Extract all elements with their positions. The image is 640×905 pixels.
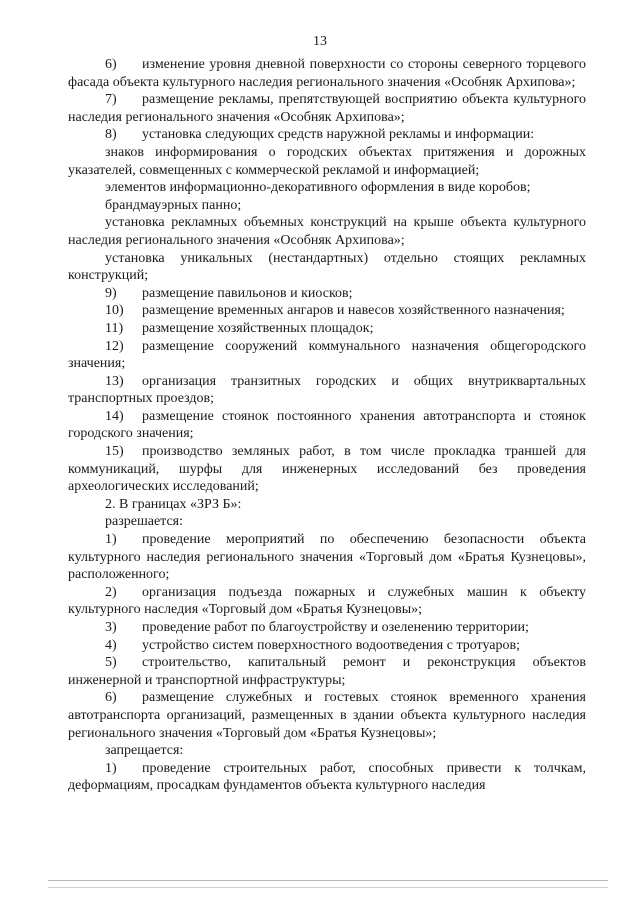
- paragraph: [68, 513, 586, 531]
- page-number: 13: [313, 34, 327, 49]
- paragraph-text: организация транзитных городских и общих внутриквартальных транспортных проездов;: [68, 373, 586, 407]
- paragraph-text: установка уникальных (нестандартных) отдельно стоящих рекламных конструкций;: [68, 250, 586, 284]
- document-body: [68, 56, 586, 795]
- paragraph-text: изменение уровня дневной поверхности со стороны северного торцевого фасада объекта культурного наследия регионального значения «Особняк Архипова»;: [68, 57, 586, 90]
- paragraph-text: строительство, капитальный ремонт и реконструкция объектов инженерной и транспортной инфраструктуры;: [68, 655, 586, 688]
- paragraph: [68, 760, 586, 795]
- paragraph: [68, 144, 586, 179]
- paragraph: [68, 637, 586, 655]
- item-number: 2): [105, 584, 117, 600]
- item-number: 15): [105, 444, 124, 460]
- item-number: 3): [105, 620, 117, 635]
- paragraph: [68, 91, 586, 126]
- paragraph: [68, 56, 586, 91]
- paragraph-text: знаков информирования о городских объектах притяжения и дорожных указателей, совмещенных с коммерческой рекламой и информацией;: [68, 144, 586, 178]
- item-number: 12): [105, 338, 124, 354]
- bottom-rule: [48, 880, 608, 881]
- paragraph-text: размещение временных ангаров и навесов хозяйственного назначения;: [142, 303, 565, 319]
- item-number: 9): [105, 285, 117, 301]
- paragraph: [68, 126, 586, 144]
- item-number: 5): [105, 655, 117, 671]
- paragraph: [68, 373, 586, 408]
- paragraph-text: проведение мероприятий по обеспечению безопасности объекта культурного наследия регионального значения «Торговый дом «Братья Кузнецовы», расположенного;: [68, 532, 586, 583]
- paragraph-text: 2. В границах «ЗРЗ Б»:: [105, 496, 242, 512]
- paragraph-text: проведение строительных работ, способных привести к толчкам, деформациям, просадкам фундаментов объекта культурного наследия: [68, 760, 586, 794]
- paragraph: [68, 496, 586, 514]
- paragraph: [68, 302, 586, 320]
- item-number: 1): [105, 760, 117, 776]
- paragraph-text: размещение павильонов и киосков;: [142, 285, 353, 301]
- paragraph-text: размещение служебных и гостевых стоянок временного хранения автотранспорта организаций, размещенных в здании объекта культурного наследия регионального значения «Торговый дом «Братья Кузнецовы»;: [68, 690, 586, 741]
- paragraph: [68, 584, 586, 619]
- paragraph-text: установка рекламных объемных конструкций на крыше объекта культурного наследия регионального значения «Особняк Архипова»;: [68, 215, 586, 248]
- paragraph-text: установка следующих средств наружной рекламы и информации:: [142, 127, 535, 143]
- paragraph-text: запрещается:: [105, 743, 184, 759]
- paragraph: [68, 443, 586, 496]
- paragraph: [68, 338, 586, 373]
- paragraph: [68, 214, 586, 249]
- paragraph-text: устройство систем поверхностного водоотведения с тротуаров;: [142, 637, 521, 653]
- paragraph-text: разрешается:: [105, 514, 183, 530]
- paragraph-text: организация подъезда пожарных и служебных машин к объекту культурного наследия «Торговый дом «Братья Кузнецовы»;: [68, 584, 586, 618]
- bottom-rule-secondary: [48, 887, 608, 888]
- item-number: 10): [105, 303, 124, 319]
- paragraph: [68, 408, 586, 443]
- item-number: 7): [105, 92, 117, 108]
- paragraph: [68, 619, 586, 637]
- paragraph: [68, 689, 586, 742]
- item-number: 4): [105, 637, 117, 653]
- paragraph-text: проведение работ по благоустройству и озеленению территории;: [142, 620, 529, 635]
- item-number: 6): [105, 57, 117, 72]
- item-number: 11): [105, 320, 124, 336]
- paragraph-text: размещение рекламы, препятствующей восприятию объекта культурного наследия регионального значения «Особняк Архипова»;: [68, 92, 586, 125]
- item-number: 13): [105, 373, 124, 389]
- paragraph: [68, 531, 586, 584]
- paragraph-text: производство земляных работ, в том числе прокладка траншей для коммуникаций, шурфы для инженерных исследований без проведения археологических исследований;: [68, 444, 586, 495]
- paragraph: [68, 179, 586, 197]
- item-number: 14): [105, 408, 124, 424]
- item-number: 1): [105, 532, 117, 548]
- paragraph-text: размещение сооружений коммунального назначения общегородского значения;: [68, 338, 586, 372]
- paragraph-text: размещение хозяйственных площадок;: [142, 320, 374, 336]
- paragraph: [68, 320, 586, 338]
- paragraph: [68, 654, 586, 689]
- item-number: 8): [105, 127, 117, 143]
- paragraph: [68, 250, 586, 285]
- paragraph-text: размещение стоянок постоянного хранения автотранспорта и стоянок городского значения;: [68, 408, 586, 442]
- paragraph: [68, 285, 586, 303]
- paragraph: [68, 197, 586, 215]
- paragraph: [68, 742, 586, 760]
- item-number: 6): [105, 690, 117, 706]
- paragraph-text: элементов информационно-декоративного оформления в виде коробов;: [105, 180, 531, 196]
- paragraph-text: брандмауэрных панно;: [105, 197, 242, 213]
